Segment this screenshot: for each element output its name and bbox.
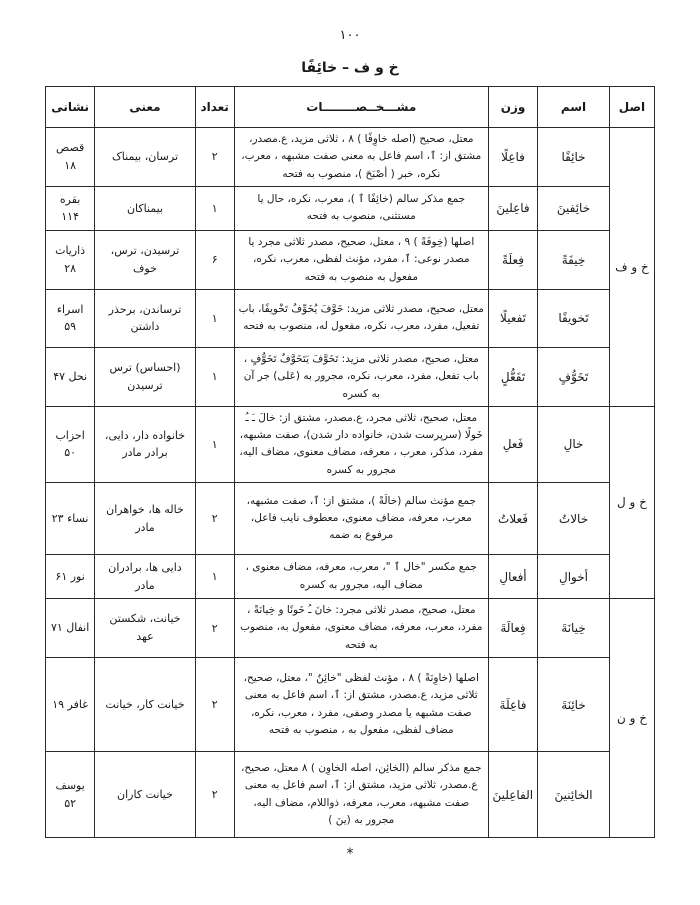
meaning-cell: خانواده دار، دایی، برادر مادر bbox=[95, 406, 195, 482]
meaning-cell: (احساس) ترس ترسیدن bbox=[95, 347, 195, 406]
meaning-cell: خاله ها، خواهران مادر bbox=[95, 483, 195, 555]
pattern-cell: فِعلَةً bbox=[488, 230, 537, 289]
count-cell: ۲ bbox=[195, 752, 234, 838]
pattern-cell: تَفعیلًا bbox=[488, 289, 537, 347]
table-header-row bbox=[46, 87, 655, 128]
noun-cell: تَخَوُّفٍ bbox=[538, 347, 610, 406]
table-row bbox=[46, 658, 655, 752]
specs-cell: معتل، صحیح، مصدر ثلاثی مجرد: خانَ ـُ خَونًا و خِیانَةً ، مفرد، معرب، معرفه، مضاف معنوی، مفعول به، منصوب به فتحه bbox=[234, 599, 488, 658]
header-vazn: وزن bbox=[488, 87, 537, 128]
pattern-cell: فِعالَةَ bbox=[488, 599, 537, 658]
meaning-cell: خیانت کاران bbox=[95, 752, 195, 838]
specs-cell: جمع مکسر "خال ٱ "، معرب، معرفه، مضاف معنوی ، مضاف الیه، مجرور به کسره bbox=[234, 555, 488, 599]
header-mani: معنی bbox=[95, 87, 195, 128]
noun-cell: أخوالِ bbox=[538, 555, 610, 599]
table-row bbox=[46, 347, 655, 406]
reference-cell: اسراء ۵۹ bbox=[46, 289, 95, 347]
reference-cell: بقره ۱۱۴ bbox=[46, 186, 95, 230]
reference-cell: قصص ۱۸ bbox=[46, 128, 95, 187]
reference-cell: احزاب ۵۰ bbox=[46, 406, 95, 482]
noun-cell: الخائِنینَ bbox=[538, 752, 610, 838]
specs-cell: معتل، صحیح، مصدر ثلاثی مزید: خَوَّفَ یُخَوِّفُ تَخْویفًا، باب تفعیل، مفرد، معرب، نکره، مفعول له، منصوب به فتحه bbox=[234, 289, 488, 347]
noun-cell: تَخویفًا bbox=[538, 289, 610, 347]
footnote-asterisk: * bbox=[346, 846, 354, 862]
pattern-cell: تَفَعُّلٍ bbox=[488, 347, 537, 406]
header-neshani: نشانی bbox=[46, 87, 95, 128]
meaning-cell: ترساندن، برحذر داشتن bbox=[95, 289, 195, 347]
count-cell: ۱ bbox=[195, 555, 234, 599]
specs-cell: جمع مذکر سالم (خائِفًا ٱ )، معرب، نکره، حال یا مستثنی، منصوب به فتحه bbox=[234, 186, 488, 230]
meaning-cell: خیانت، شکستن عهد bbox=[95, 599, 195, 658]
lexicon-table bbox=[45, 86, 655, 838]
table-row bbox=[46, 483, 655, 555]
specs-cell: جمع مذکر سالم (الخائِن، اصله الخاوِن ) ۸ معتل، صحیح، ع.مصدر، ثلاثی مزید، مشتق از: ٱ، اسم فاعل به معنی صفت مشبهه، معرب، معرفه، ذواللام، مضاف الیه، مجرور به (ینَ ) bbox=[234, 752, 488, 838]
table-row bbox=[46, 230, 655, 289]
noun-cell: خائِفًا bbox=[538, 128, 610, 187]
header-esm: اسم bbox=[538, 87, 610, 128]
count-cell: ۱ bbox=[195, 186, 234, 230]
noun-cell: خِیانَةَ bbox=[538, 599, 610, 658]
table-row bbox=[46, 752, 655, 838]
reference-cell: ذاریات ۲۸ bbox=[46, 230, 95, 289]
count-cell: ۱ bbox=[195, 347, 234, 406]
reference-cell: انفال ۷۱ bbox=[46, 599, 95, 658]
specs-cell: اصلها (خِوفَةً ) ۹ ، معتل، صحیح، مصدر ثلاثی مجرد یا مصدر نوعی: ٱ، مفرد، مؤنث لفظی، معرب، نکره، مفعول به منصوب به فتحه bbox=[234, 230, 488, 289]
specs-cell: اصلها (خاوِنَةً ) ۸ ، مؤنث لفظی "خائِنٌ "، معتل، صحیح، ثلاثی مزید، ع.مصدر، مشتق از: ٱ، اسم فاعل به معنی صفت مشبهه یا مصدر وصفی، مفرد ، معرب، نکره، مضاف لفظی، مفعول به ، منصوب به فتحه bbox=[234, 658, 488, 752]
count-cell: ۱ bbox=[195, 406, 234, 482]
page-number: ۱۰۰ bbox=[339, 28, 361, 43]
count-cell: ۶ bbox=[195, 230, 234, 289]
pattern-cell: الفاعِلینَ bbox=[488, 752, 537, 838]
specs-cell: جمع مؤنث سالم (خالَةً )، مشتق از: ٱ، صفت مشبهه، معرب، معرفه، مضاف معنوی، معطوف نایب فاعل، مرفوع به ضمه bbox=[234, 483, 488, 555]
reference-cell: نساء ۲۳ bbox=[46, 483, 95, 555]
pattern-cell: فاعِلینَ bbox=[488, 186, 537, 230]
meaning-cell: بیمناکان bbox=[95, 186, 195, 230]
count-cell: ۲ bbox=[195, 128, 234, 187]
table-row bbox=[46, 186, 655, 230]
specs-cell: معتل، صحیح (اصله خاوِفًا ) ۸ ، ثلاثی مزید، ع.مصدر، مشتق از: ٱ، اسم فاعل به معنی صفت مشبهه ، معرب، نکره، خبر ( أصْبَحَ )، منصوب به فتحه bbox=[234, 128, 488, 187]
pattern-cell: فاعِلًا bbox=[488, 128, 537, 187]
count-cell: ۲ bbox=[195, 599, 234, 658]
header-tedad: تعداد bbox=[195, 87, 234, 128]
noun-cell: خالِ bbox=[538, 406, 610, 482]
noun-cell: خالاتُ bbox=[538, 483, 610, 555]
count-cell: ۱ bbox=[195, 289, 234, 347]
reference-cell: غافر ۱۹ bbox=[46, 658, 95, 752]
noun-cell: خِیفَةً bbox=[538, 230, 610, 289]
meaning-cell: دایی ها، برادران مادر bbox=[95, 555, 195, 599]
count-cell: ۲ bbox=[195, 658, 234, 752]
pattern-cell: فَعلِ bbox=[488, 406, 537, 482]
specs-cell: معتل، صحیح، مصدر ثلاثی مزید: تَخَوَّفَ یَتَخَوَّفُ تَخَوُّفٍ ، باب تفعل، مفرد، معرب، نکره، مجرور به (عَلی) جر آن به کسره bbox=[234, 347, 488, 406]
table-row bbox=[46, 289, 655, 347]
table-row bbox=[46, 406, 655, 482]
count-cell: ۲ bbox=[195, 483, 234, 555]
noun-cell: خائِفینَ bbox=[538, 186, 610, 230]
reference-cell: نور ۶۱ bbox=[46, 555, 95, 599]
header-moshakhasat: مشـــخــصــــــــات bbox=[234, 87, 488, 128]
table-row bbox=[46, 599, 655, 658]
root-group-cell: خ و ن bbox=[609, 599, 654, 838]
pattern-cell: فَعلاتُ bbox=[488, 483, 537, 555]
table-row bbox=[46, 555, 655, 599]
noun-cell: خائِنَةَ bbox=[538, 658, 610, 752]
reference-cell: یوسف ۵۲ bbox=[46, 752, 95, 838]
reference-cell: نحل ۴۷ bbox=[46, 347, 95, 406]
pattern-cell: أفعالِ bbox=[488, 555, 537, 599]
table-row bbox=[46, 128, 655, 187]
meaning-cell: ترسیدن، ترس، خوف bbox=[95, 230, 195, 289]
root-group-cell: خ و ف bbox=[609, 128, 654, 407]
page-title: خ و ف – خائِفًا bbox=[301, 60, 399, 76]
meaning-cell: خیانت کار، خیانت bbox=[95, 658, 195, 752]
meaning-cell: ترسان، بیمناک bbox=[95, 128, 195, 187]
pattern-cell: فاعِلَةَ bbox=[488, 658, 537, 752]
root-group-cell: خ و ل bbox=[609, 406, 654, 598]
header-asl: اصل bbox=[609, 87, 654, 128]
specs-cell: معتل، صحیح، ثلاثی مجرد، ع.مصدر، مشتق از: خالَ ـَ ـُ خَولًا (سرپرست شدن، خانواده دار شدن)، صفت مشبهه، مفرد، مذکر، معرب ، معرفه، مضاف معنوی، مضاف الیه، مجرور به کسره bbox=[234, 406, 488, 482]
